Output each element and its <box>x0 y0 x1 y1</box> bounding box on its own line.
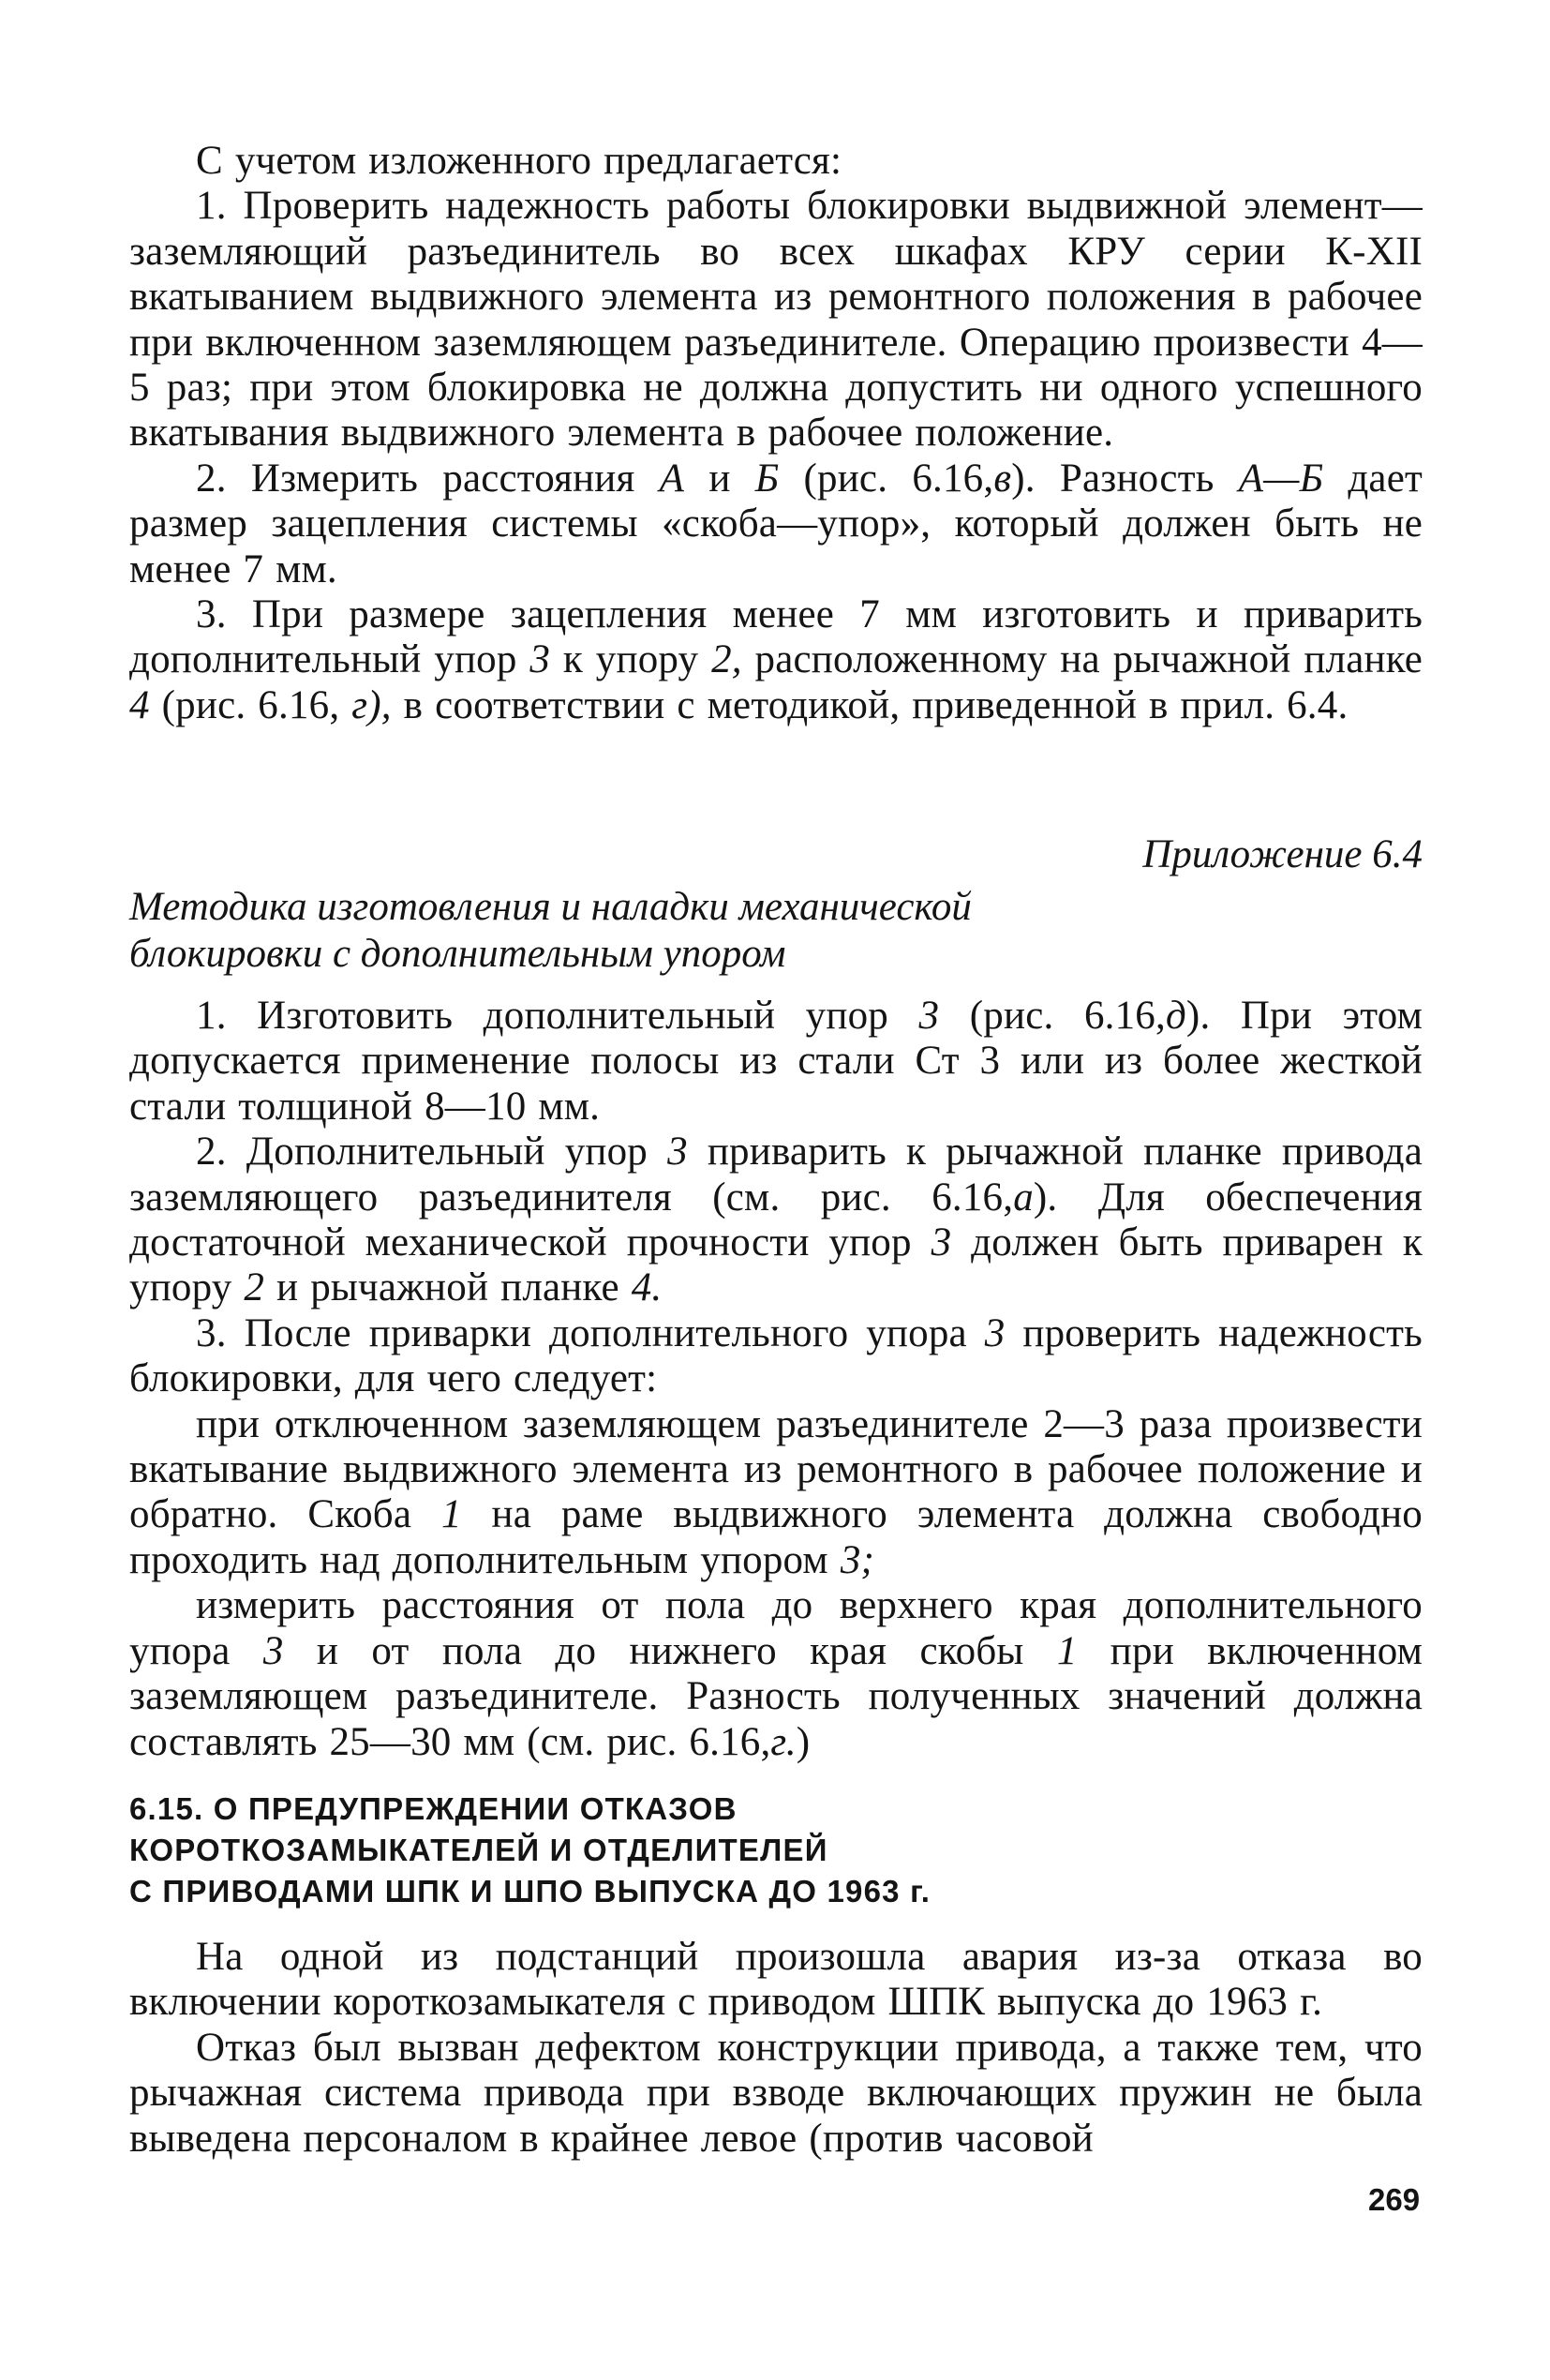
method-step-3-sub-1: при отключенном заземляющем разъединителе 2—3 раза произвести вкатывание выдвижного элемента из ремонтного в рабочее положение и обратно. Скоба 1 на раме выдвижного элемента должна свободно проходить над дополнительным упором 3; <box>129 1401 1423 1582</box>
proposal-item-3: 3. При размере зацепления менее 7 мм изготовить и приварить дополнительный упор 3 к упору 2, расположенному на рычажной планке 4 (рис. 6.16, г), в соответствии с методикой, приведенной в прил. 6.4. <box>129 592 1423 727</box>
page-number: 269 <box>1368 2182 1421 2217</box>
proposal-block <box>129 139 1423 728</box>
method-block <box>129 994 1423 1765</box>
method-step-1: 1. Изготовить дополнительный упор 3 (рис. 6.16,д). При этом допускается применение полосы из стали Ст 3 или из более жесткой стали толщиной 8—10 мм. <box>129 994 1423 1129</box>
proposal-item-1: 1. Проверить надежность работы блокировки выдвижной элемент—заземляющий разъединитель во всех шкафах КРУ серии К-XII вкатыванием выдвижного элемента из ремонтного положения в рабочее при включенном заземляющем разъединителе. Операцию произвести 4—5 раз; при этом блокировка не должна допустить ни одного успешного вкатывания выдвижного элемента в рабочее положение. <box>129 184 1423 456</box>
section-body <box>129 1935 1423 2162</box>
appendix-label: Приложение 6.4 <box>1142 832 1423 876</box>
section-title-line-2: КОРОТКОЗАМЫКАТЕЛЕЙ И ОТДЕЛИТЕЛЕЙ <box>129 1833 828 1867</box>
method-title-line-2: блокировки с дополнительным упором <box>129 932 786 976</box>
section-paragraph-1: На одной из подстанций произошла авария из-за отказа во включении короткозамыкателя с приводом ШПК выпуска до 1963 г. <box>129 1935 1423 2025</box>
method-step-2: 2. Дополнительный упор 3 приварить к рычажной планке привода заземляющего разъединителя (см. рис. 6.16,а). Для обеспечения достаточной механической прочности упор 3 должен быть приварен к упору 2 и рычажной планке 4. <box>129 1130 1423 1310</box>
method-step-3: 3. После приварки дополнительного упора 3 проверить надежность блокировки, для чего следует: <box>129 1310 1423 1401</box>
section-paragraph-2: Отказ был вызван дефектом конструкции привода, а также тем, что рычажная система привода при взводе включающих пружин не была выведена персоналом в крайнее левое (против часовой <box>129 2025 1423 2161</box>
section-title-line-3: С ПРИВОДАМИ ШПК И ШПО ВЫПУСКА ДО 1963 г. <box>129 1874 931 1908</box>
method-title-line-1: Методика изготовления и наладки механической <box>129 885 972 929</box>
proposal-item-2: 2. Измерить расстояния А и Б (рис. 6.16,в). Разность А—Б дает размер зацепления системы «скоба—упор», который должен быть не менее 7 мм. <box>129 456 1423 591</box>
section-title-line-1: 6.15. О ПРЕДУПРЕЖДЕНИИ ОТКАЗОВ <box>129 1791 738 1826</box>
proposal-intro: С учетом изложенного предлагается: <box>196 139 842 183</box>
method-step-3-sub-2: измерить расстояния от пола до верхнего края дополнительного упора 3 и от пола до нижнего края скобы 1 при включенном заземляющем разъединителе. Разность полученных значений должна составлять 25—30 мм (см. рис. 6.16,г.) <box>129 1583 1423 1764</box>
